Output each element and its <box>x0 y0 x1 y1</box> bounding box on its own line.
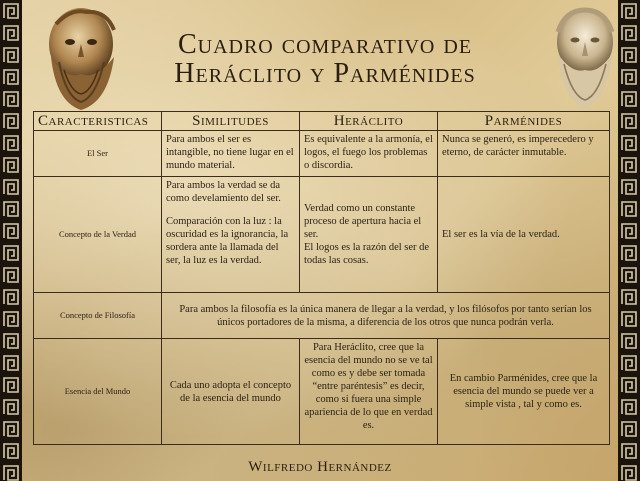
table-row-el-ser <box>34 131 610 177</box>
greek-key-border-left <box>0 0 22 481</box>
cell-paragraph: Para ambos la verdad se da como develamiento del ser. <box>166 180 281 204</box>
column-header-parmenides: Parménides <box>438 112 610 131</box>
comparison-table <box>33 111 610 445</box>
table-row-concepto-verdad <box>34 177 610 293</box>
cell-paragraph: El logos es la razón del ser de todas las cosas. <box>304 242 430 266</box>
cell-heraclito: Es equivalente a la armonía, el logos, el fuego los problemas o discordia. <box>300 131 438 177</box>
title-line-1: Cuadro comparativo de <box>177 29 473 60</box>
cell-parmenides: Nunca se generó, es imperecedero y eterno, de carácter inmutable. <box>438 131 610 177</box>
cell-similitudes: Cada uno adopta el concepto de la esencia del mundo <box>162 339 300 445</box>
heraclitus-bust-icon <box>26 2 136 112</box>
row-label: Esencia del Mundo <box>34 339 162 445</box>
cell-heraclito <box>300 177 438 293</box>
cell-paragraph: Comparación con la luz : la oscuridad es la ignorancia, la sordera ante la llamada del ser, la luz es la verdad. <box>166 216 289 266</box>
row-label: El Ser <box>34 131 162 177</box>
table-row-concepto-filosofia <box>34 293 610 339</box>
cell-heraclito: Para Heráclito, cree que la esencia del mundo no se ve tal como es y debe ser tomada “entre paréntesis” es decir, como si fuera una simple apariencia de lo que en verdad es. <box>300 339 438 445</box>
row-label: Concepto de Filosofía <box>34 293 162 339</box>
parmenides-bust-icon <box>530 2 640 112</box>
page-title <box>140 30 510 88</box>
table-row-esencia-mundo <box>34 339 610 445</box>
cell-similitudes: Para ambos el ser es intangible, no tiene lugar en el mundo material. <box>162 131 300 177</box>
cell-similitudes <box>162 177 300 293</box>
author-footer: Wilfredo Hernández <box>248 459 392 475</box>
cell-paragraph: Verdad como un constante proceso de apertura hacia el ser. <box>304 203 422 240</box>
table-header-row <box>34 112 610 131</box>
title-line-2: Heráclito y Parménides <box>174 58 476 89</box>
column-header-caracteristicas: Caracteristicas <box>34 112 162 131</box>
column-header-similitudes: Similitudes <box>162 112 300 131</box>
row-label: Concepto de la Verdad <box>34 177 162 293</box>
column-header-heraclito: Heráclito <box>300 112 438 131</box>
cell-parmenides: En cambio Parménides, cree que la esencia del mundo se puede ver a simple vista , tal y como es. <box>438 339 610 445</box>
cell-parmenides: El ser es la vía de la verdad. <box>438 177 610 293</box>
cell-merged: Para ambos la filosofía es la única manera de llegar a la verdad, y los filósofos por tanto serían los únicos portadores de la misma, a diferencia de los otros que nunca podrán verla. <box>162 293 610 339</box>
